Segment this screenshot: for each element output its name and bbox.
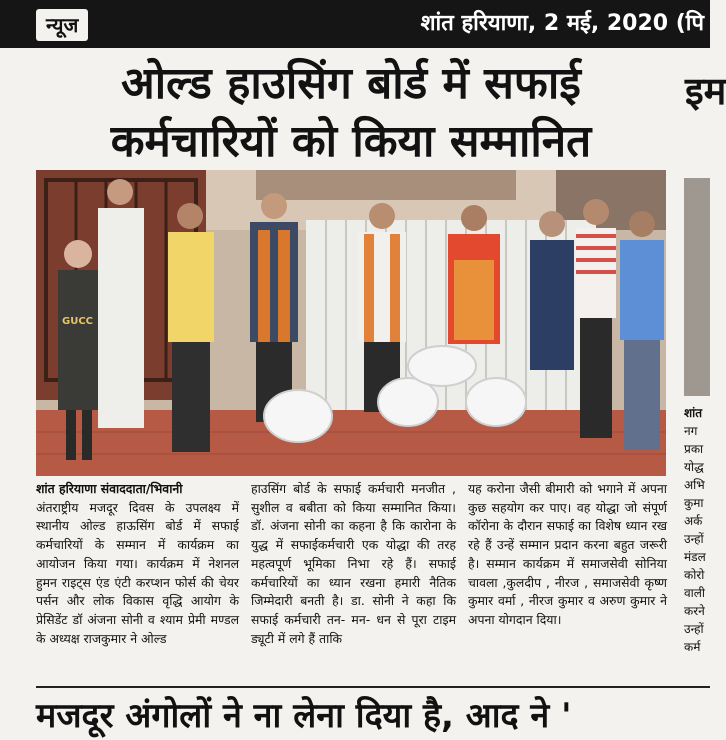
adjacent-line: कोरो (684, 568, 705, 582)
headline-line-2: कर्मचारियों को किया सम्मानित (110, 116, 592, 167)
adjacent-line: नग (684, 424, 698, 438)
adjacent-headline-fragment: इम (685, 69, 726, 113)
paper-dateline: शांत हरियाणा, 2 मई, 2020 (पि (420, 11, 704, 36)
adjacent-byline-fragment: शांत (684, 406, 703, 420)
news-photo (36, 170, 666, 476)
masthead-bar (0, 0, 710, 48)
group-photo-illustration (36, 170, 666, 476)
headline-line-1: ओल्ड हाउसिंग बोर्ड में सफाई (121, 58, 581, 109)
adjacent-line: मंडल (684, 550, 706, 564)
adjacent-line: कुमा (684, 496, 704, 510)
section-badge: न्यूज (36, 9, 88, 41)
adjacent-line: करने (684, 604, 705, 618)
bottom-divider (36, 686, 710, 688)
article-text-col-3: यह करोना जैसी बीमारी को भगाने में अपना कुछ सहयोग कर पाए। वह योद्धा जो संपूर्ण कॉरोना के दौरान सफाई का विशेष ध्यान रख रहे हैं उन्हें सम्मान प्रदान करना बहुत जरूरी है। सम्मान कार्यक्रम में समाजसेवी सोनिया चावला ,कुलदीप , नीरज , समाजसेवी कृष्ण कुमार वर्मा , नीरज कुमार व अरुण कुमार ने अपना योगदान दिया। (468, 481, 667, 627)
adjacent-photo-crop (684, 178, 710, 396)
shirt-print-text: GUCC (62, 316, 94, 327)
article-column-2 (251, 480, 456, 648)
adjacent-story-column (684, 404, 710, 684)
article-text-col-1: अंतराष्ट्रीय मजदूर दिवस के उपलक्ष्य में स्थानीय ओल्ड हाऊसिंग बोर्ड में सफाई कर्मचारियों के सम्मान में कार्यक्रम का आयोजन किया गया। कार्यक्रम में नेशनल हुमन राइट्स एंड एंटी करप्शन फोर्स की चेयर पर्सन और लोक विकास वृद्धि आयोग के प्रेसिडेंट डॉ अंजना सोनी व श्याम प्रेमी मण्डल के अध्यक्ष राजकुमार ने ओल्ड (36, 499, 239, 646)
adjacent-line: प्रका (684, 442, 704, 456)
article-column-1 (36, 480, 239, 648)
article-byline: शांत हरियाणा संवाददाता/भिवानी (36, 481, 183, 496)
adjacent-line: अभि (684, 478, 705, 492)
next-headline-fragment: मजदूर अंगोलों ने ना लेना दिया है, आद ने ' (36, 696, 572, 736)
adjacent-line: कर्म (684, 640, 701, 654)
article-text-col-2: हाउसिंग बोर्ड के सफाई कर्मचारी मनजीत , सुशील व बबीता को किया सम्मानित किया। डॉ. अंजना सोनी का कहना है कि कारोना के युद्ध में सफाईकर्मचारी एक योद्धा की तरह महत्वपूर्ण भूमिका निभा रहे हैं। सफाई कर्मचारियों का ध्यान रखना हमारी नैतिक जिम्मेदारी बनती है। डा. सोनी ने कहा कि सफाई कर्मचारी तन- मन- धन से पूरा टाइम ड्यूटी में लगे हैं ताकि (251, 481, 456, 646)
adjacent-line: योद्ध (684, 460, 704, 474)
article-column-3 (468, 480, 667, 630)
adjacent-line: उन्हों (684, 532, 704, 546)
adjacent-line: वाली (684, 586, 706, 600)
adjacent-line: अर्क (684, 514, 703, 528)
adjacent-line: उन्हों (684, 622, 704, 636)
